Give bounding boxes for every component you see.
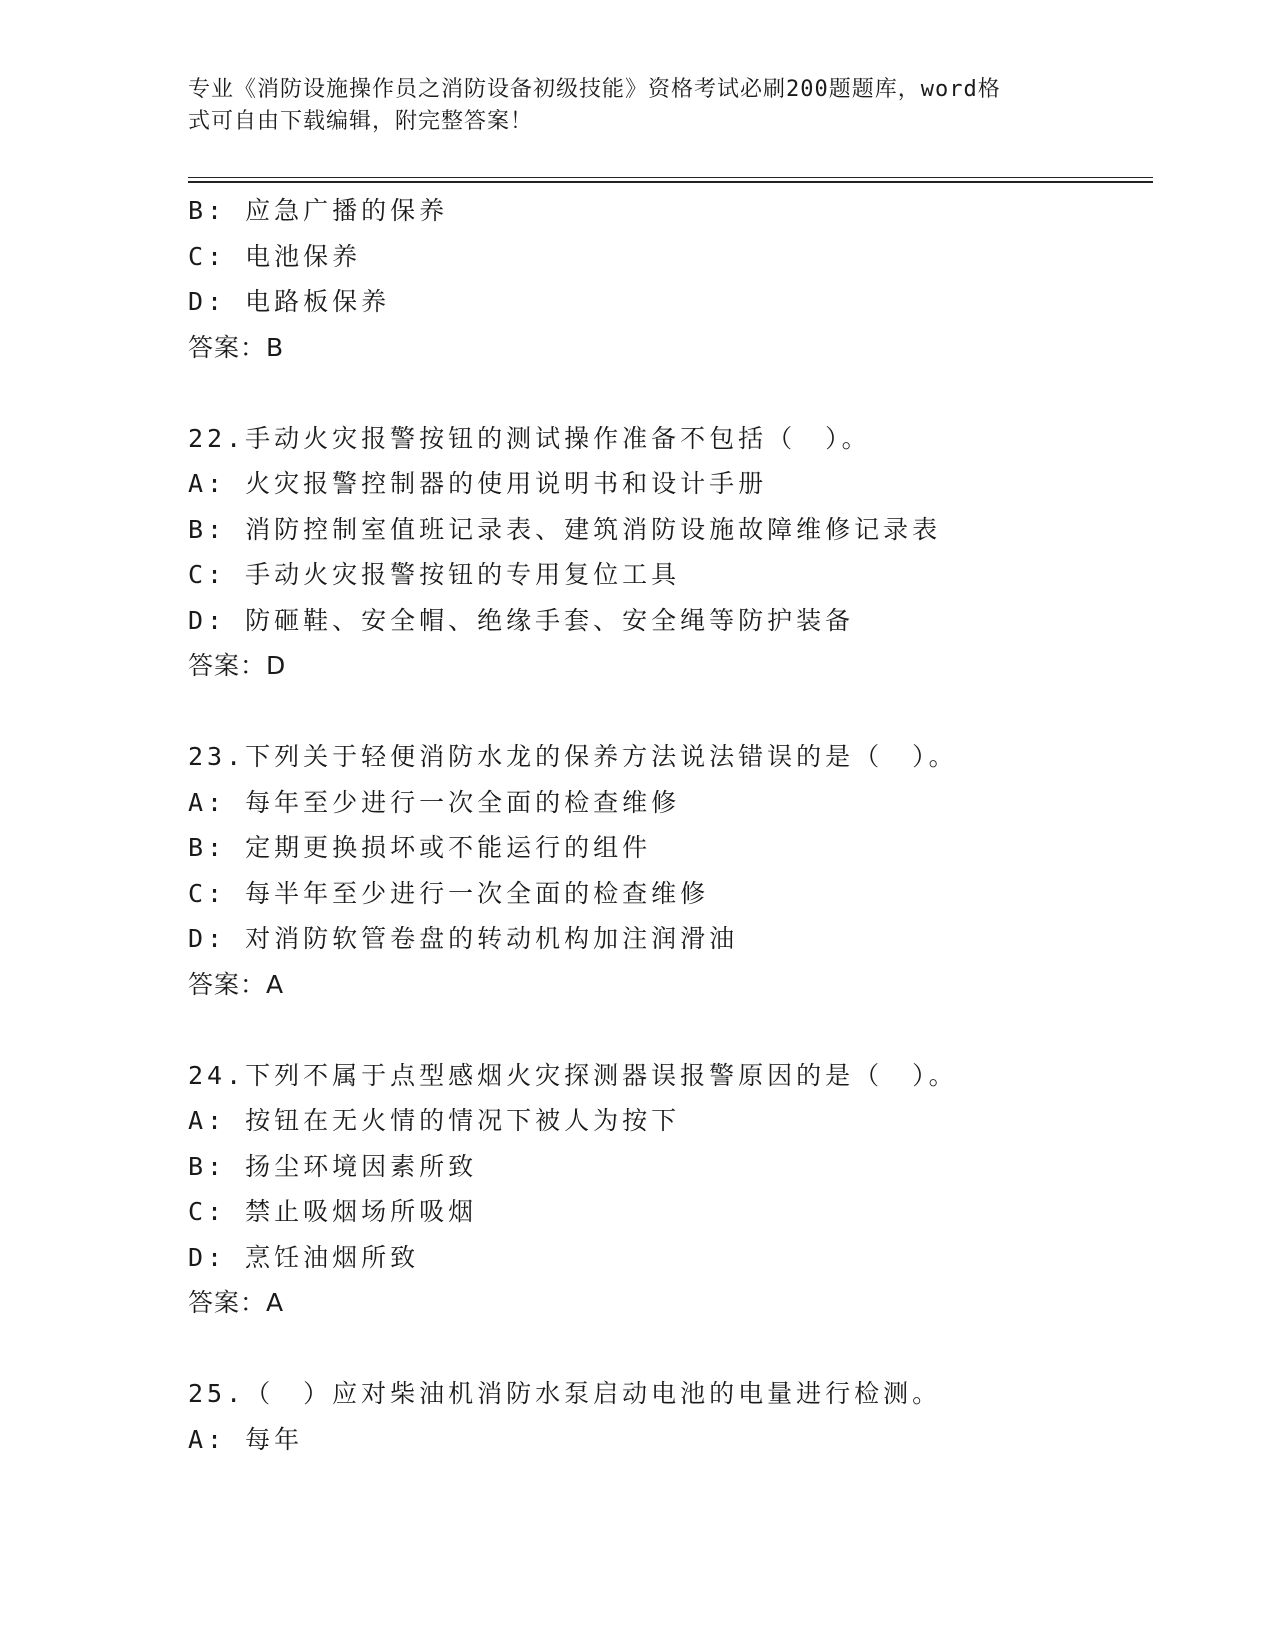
answer: 答案：B <box>188 332 285 362</box>
header-line-1: 专业《消防设施操作员之消防设备初级技能》资格考试必刷200题题库，word格 <box>188 77 1001 102</box>
question-25 <box>188 1371 1168 1462</box>
option-a: A: 每年至少进行一次全面的检查维修 <box>188 787 681 817</box>
option-c: C: 电池保养 <box>188 241 362 271</box>
question-stem: 24.下列不属于点型感烟火灾探测器误报警原因的是（ ）。 <box>188 1060 958 1090</box>
spacer <box>188 1007 1168 1053</box>
option-d: D: 对消防软管卷盘的转动机构加注润滑油 <box>188 924 739 953</box>
option-d: D: 电路板保养 <box>188 287 391 316</box>
question-24 <box>188 1053 1168 1326</box>
question-stem: 25.（ ）应对柴油机消防水泵启动电池的电量进行检测。 <box>188 1379 942 1408</box>
option-b: B: 定期更换损坏或不能运行的组件 <box>188 833 652 862</box>
question-23 <box>188 734 1168 1007</box>
option-c: C: 手动火灾报警按钮的专用复位工具 <box>188 560 681 589</box>
answer: 答案：A <box>188 1288 285 1317</box>
spacer <box>188 1326 1168 1372</box>
partial-question-21 <box>188 188 1168 370</box>
option-b: B: 消防控制室值班记录表、建筑消防设施故障维修记录表 <box>188 514 942 544</box>
question-stem: 22.手动火灾报警按钮的测试操作准备不包括（ ）。 <box>188 423 871 453</box>
option-c: C: 禁止吸烟场所吸烟 <box>188 1197 478 1226</box>
answer: 答案：D <box>188 651 287 680</box>
option-d: D: 烹饪油烟所致 <box>188 1242 420 1272</box>
option-b: B: 扬尘环境因素所致 <box>188 1151 478 1181</box>
option-b: B: 应急广播的保养 <box>188 196 449 225</box>
spacer <box>188 370 1168 416</box>
answer: 答案：A <box>188 969 285 999</box>
header-divider-thick <box>188 181 1153 183</box>
option-a: A: 每年 <box>188 1424 304 1454</box>
spacer <box>188 689 1168 735</box>
question-stem: 23.下列关于轻便消防水龙的保养方法说法错误的是（ ）。 <box>188 742 958 771</box>
question-list <box>188 188 1168 1462</box>
option-c: C: 每半年至少进行一次全面的检查维修 <box>188 878 710 908</box>
option-d: D: 防砸鞋、安全帽、绝缘手套、安全绳等防护装备 <box>188 605 855 635</box>
document-header <box>188 74 1068 138</box>
question-22 <box>188 416 1168 689</box>
option-a: A: 按钮在无火情的情况下被人为按下 <box>188 1106 681 1135</box>
option-a: A: 火灾报警控制器的使用说明书和设计手册 <box>188 469 768 498</box>
header-line-2: 式可自由下载编辑，附完整答案！ <box>188 109 534 134</box>
header-divider-thin <box>188 177 1153 178</box>
